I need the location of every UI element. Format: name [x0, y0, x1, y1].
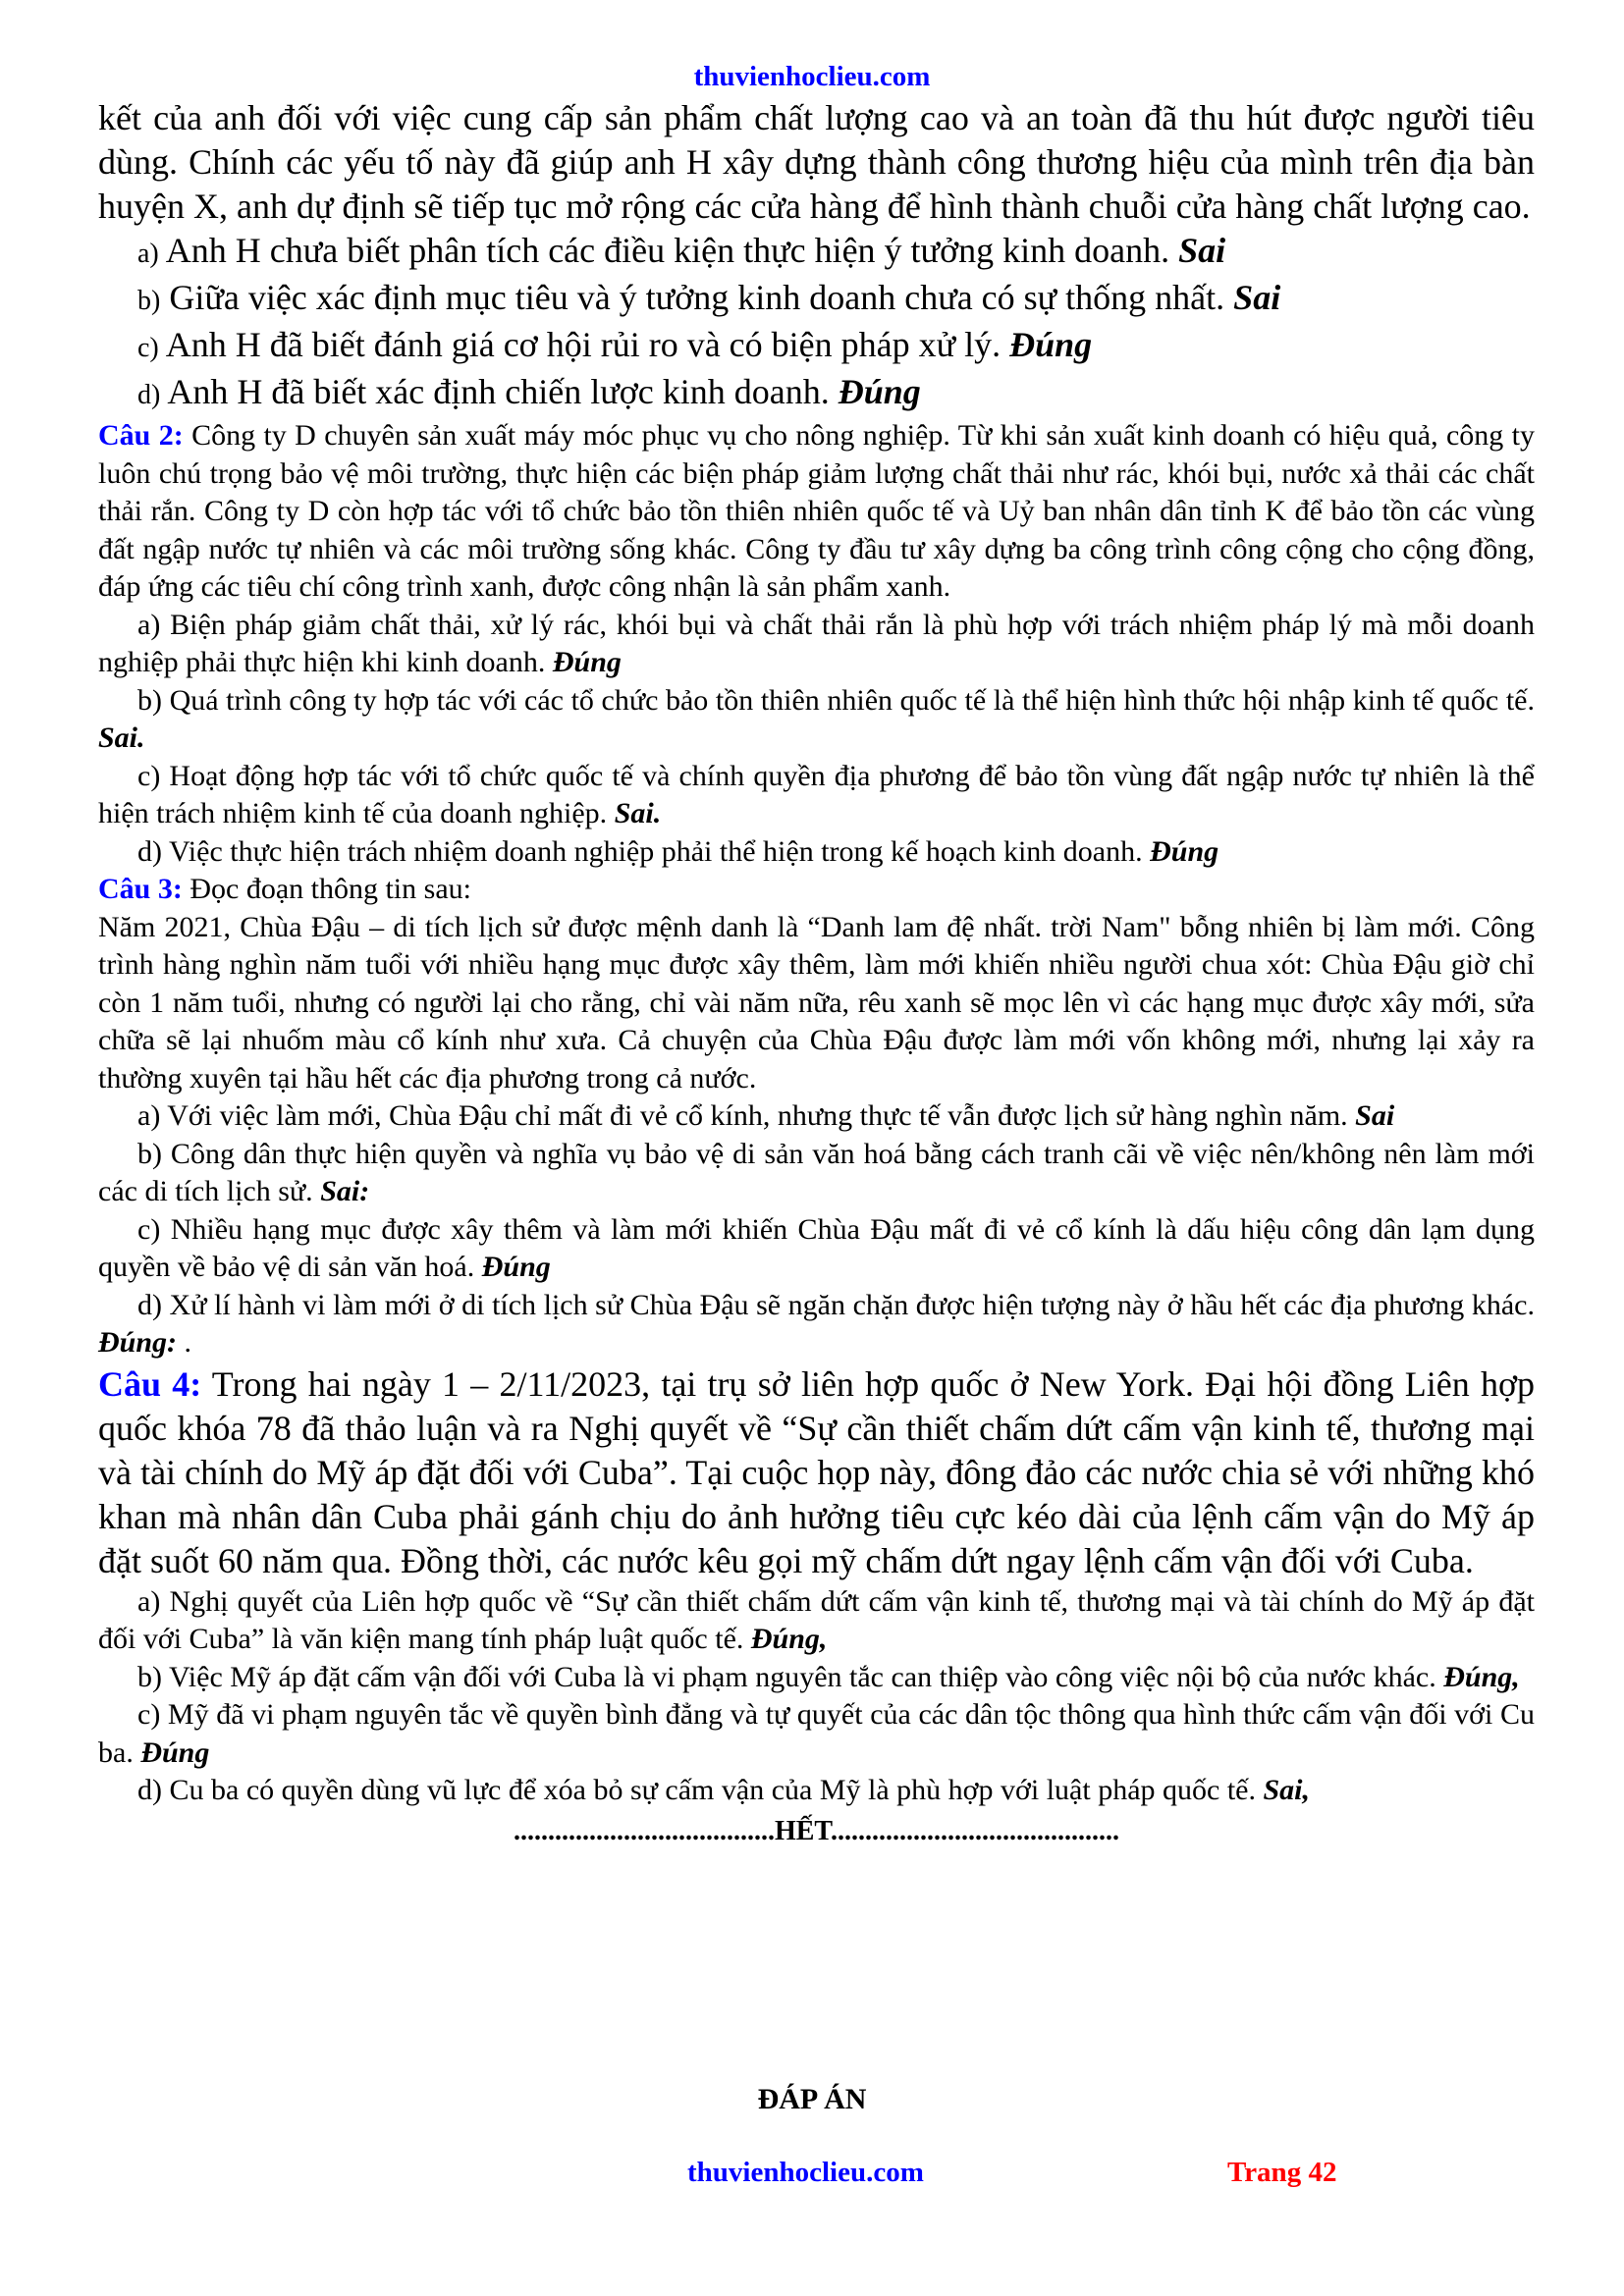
- question-2-option-a: a) Biện pháp giảm chất thải, xử lý rác, khói bụi và chất thải rắn là phù hợp với trách nhiệm pháp lý mà mỗi doanh nghiệp phải thực hiện khi kinh doanh. Đúng: [98, 608, 1535, 678]
- question-3: [98, 871, 1535, 1362]
- question-4: [98, 1362, 1535, 1810]
- answer-label: Sai: [1233, 278, 1281, 317]
- answer-label: Sai,: [1263, 1774, 1311, 1806]
- intro-section: [98, 96, 1535, 417]
- answer-label: Đúng: [1009, 325, 1093, 364]
- answer-label: Sai.: [98, 721, 145, 754]
- question-4-stem: Câu 4: Trong hai ngày 1 – 2/11/2023, tại trụ sở liên hợp quốc ở New York. Đại hội đồng Liên hợp quốc khóa 78 đã thảo luận và ra Nghị quyết về “Sự cần thiết chấm dứt cấm vận kinh tế, thương mại và tài chính do Mỹ áp đặt đối với Cuba”. Tại cuộc họp này, đông đảo các nước chia sẻ với những khó khan mà nhân dân Cuba phải gánh chịu do ảnh hưởng tiêu cực kéo dài của lệnh cấm vận do Mỹ áp đặt suốt 60 năm qua. Đồng thời, các nước kêu gọi mỹ chấm dứt ngay lệnh cấm vận đối với Cuba.: [98, 1363, 1536, 1580]
- question-3-option-a: a) Với việc làm mới, Chùa Đậu chỉ mất đi vẻ cổ kính, nhưng thực tế vẫn được lịch sử hàng nghìn năm. Sai: [137, 1099, 1395, 1132]
- answer-label: Sai: [1355, 1099, 1395, 1132]
- answer-label: Sai: [1178, 231, 1226, 270]
- question-4-option-c: c) Mỹ đã vi phạm nguyên tắc về quyền bình đẳng và tự quyết của các dân tộc thông qua hình thức cấm vận đối với Cu ba. Đúng: [98, 1698, 1535, 1769]
- question-2-label: Câu 2:: [98, 419, 184, 452]
- question-4-option-a: a) Nghị quyết của Liên hợp quốc về “Sự cần thiết chấm dứt cấm vận kinh tế, thương mại và tài chính do Mỹ áp đặt đối với Cuba” là văn kiện mang tính pháp luật quốc tế. Đúng,: [98, 1584, 1535, 1655]
- answer-section-title: ĐÁP ÁN: [757, 2083, 867, 2115]
- question-2-stem: Câu 2: Công ty D chuyên sản xuất máy móc phục vụ cho nông nghiệp. Từ khi sản xuất kinh doanh có hiệu quả, công ty luôn chú trọng bảo vệ môi trường, thực hiện các biện pháp giảm lượng chất thải như rác, khói bụi, nước xả thải các chất thải rắn. Công ty D còn hợp tác với tổ chức bảo tồn thiên nhiên quốc tế và Uỷ ban nhân dân tỉnh K để bảo tồn các vùng đất ngập nước tự nhiên và các môi trường sống khác. Công ty đầu tư xây dựng ba công trình công cộng cho cộng đồng, đáp ứng các tiêu chí công trình xanh, được công nhận là sản phẩm xanh.: [98, 419, 1536, 603]
- question-2-option-d: d) Việc thực hiện trách nhiệm doanh nghiệp phải thể hiện trong kế hoạch kinh doanh. Đúng: [137, 834, 1219, 868]
- answer-label: Sai.: [614, 797, 662, 829]
- question-4-label: Câu 4:: [98, 1363, 202, 1404]
- question-4-option-b: b) Việc Mỹ áp đặt cấm vận đối với Cuba là vi phạm nguyên tắc can thiệp vào công việc nội bộ của nước khác. Đúng,: [137, 1660, 1520, 1693]
- answer-label: Đúng: [838, 372, 921, 411]
- document-body: [98, 96, 1535, 1847]
- intro-paragraph: kết của anh đối với việc cung cấp sản phẩm chất lượng cao và an toàn đã thu hút được người tiêu dùng. Chính các yếu tố này đã giúp anh H xây dựng thành công thương hiệu của mình trên địa bàn huyện X, anh dự định sẽ tiếp tục mở rộng các cửa hàng để hình thành chuỗi cửa hàng chất lượng cao.: [98, 98, 1535, 226]
- answer-label: Đúng,: [750, 1623, 828, 1655]
- question-3-label: Câu 3:: [98, 873, 183, 905]
- question-2-option-b: b) Quá trình công ty hợp tác với các tổ chức bảo tồn thiên nhiên quốc tế là thể hiện hình thức hội nhập kinh tế quốc tế. Sai.: [98, 683, 1535, 754]
- page-number: Trang 42: [1227, 2157, 1337, 2188]
- question-2-option-c: c) Hoạt động hợp tác với tổ chức quốc tế và chính quyền địa phương để bảo tồn vùng đất ngập nước tự nhiên là thể hiện trách nhiệm kinh tế của doanh nghiệp. Sai.: [98, 759, 1535, 829]
- intro-option-a: a) Anh H chưa biết phân tích các điều kiện thực hiện ý tưởng kinh doanh. Sai: [137, 231, 1226, 270]
- question-3-passage: Năm 2021, Chùa Đậu – di tích lịch sử được mệnh danh là “Danh lam đệ nhất. trời Nam" bỗng nhiên bị làm mới. Công trình hàng nghìn năm tuổi với nhiều hạng mục được xây thêm, làm mới khiến nhiều người chua xót: Chùa Đậu giờ chỉ còn 1 năm tuổi, nhưng có người lại cho rằng, chỉ vài năm nữa, rêu xanh sẽ mọc lên vì các hạng mục được xây mới, sửa chữa sẽ lại nhuốm màu cổ kính như xưa. Cả chuyện của Chùa Đậu được làm mới vốn không mới, nhưng lại xảy ra thường xuyên tại hầu hết các địa phương trong cả nước.: [98, 910, 1535, 1095]
- answer-label: Đúng:: [98, 1326, 178, 1359]
- footer-site-name: thuvienhoclieu.com: [687, 2157, 924, 2188]
- question-3-option-b: b) Công dân thực hiện quyền và nghĩa vụ bảo vệ di sản văn hoá bằng cách tranh cãi về việc nên/không nên làm mới các di tích lịch sử. Sai:: [98, 1137, 1535, 1207]
- question-2: [98, 417, 1535, 871]
- answer-label: Đúng: [481, 1251, 551, 1283]
- question-3-option-d: d) Xử lí hành vi làm mới ở di tích lịch sử Chùa Đậu sẽ ngăn chặn được hiện tượng này ở hầu hết các địa phương khác. Đúng: .: [98, 1288, 1535, 1359]
- intro-option-c: c) Anh H đã biết đánh giá cơ hội rủi ro và có biện pháp xử lý. Đúng: [137, 325, 1093, 364]
- answer-label: Đúng,: [1443, 1660, 1520, 1693]
- header-site-name: thuvienhoclieu.com: [693, 61, 931, 92]
- answer-label: Đúng: [140, 1735, 210, 1769]
- answer-label: Sai:: [320, 1175, 370, 1207]
- intro-option-b: b) Giữa việc xác định mục tiêu và ý tưởng kinh doanh chưa có sự thống nhất. Sai: [137, 278, 1281, 317]
- question-3-lead: Câu 3: Đọc đoạn thông tin sau:: [98, 873, 471, 905]
- question-3-option-c: c) Nhiều hạng mục được xây thêm và làm mới khiến Chùa Đậu mất đi vẻ cổ kính là dấu hiệu công dân lạm dụng quyền về bảo vệ di sản văn hoá. Đúng: [98, 1212, 1535, 1283]
- intro-option-d: d) Anh H đã biết xác định chiến lược kinh doanh. Đúng: [137, 372, 921, 411]
- answer-label: Đúng: [552, 646, 622, 678]
- question-4-option-d: d) Cu ba có quyền dùng vũ lực để xóa bỏ sự cấm vận của Mỹ là phù hợp với luật pháp quốc tế. Sai,: [137, 1774, 1311, 1806]
- end-marker: ......................................HẾT..........................................: [513, 1815, 1120, 1846]
- answer-label: Đúng: [1150, 834, 1219, 868]
